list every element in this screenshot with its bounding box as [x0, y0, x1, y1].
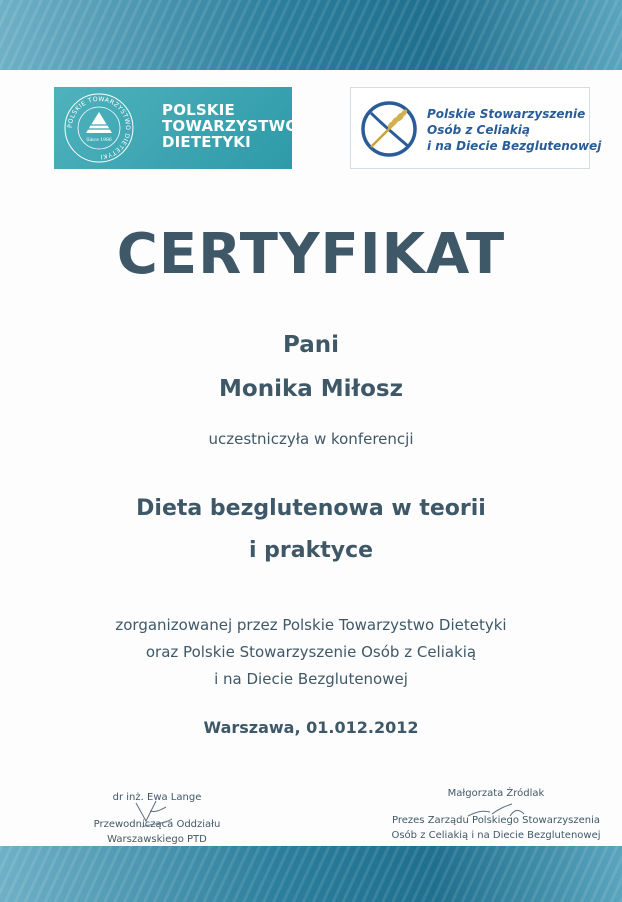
ptd-since-text: Since 1986: [86, 138, 112, 143]
signatory-name: dr inż. Ewa Lange: [112, 792, 202, 803]
signatory-role-line: Warszawskiego PTD: [107, 834, 207, 845]
event-title: [0, 488, 622, 572]
organizers-line: i na Diecie Bezglutenowej: [214, 670, 408, 688]
ptd-logo: [54, 87, 299, 169]
ptd-emblem-icon: [62, 91, 136, 165]
participation-text: uczestniczyła w konferencji: [208, 430, 414, 448]
signatory-role-line: Przewodnicząca Oddziału: [93, 819, 221, 830]
certificate-title: CERTYFIKAT: [116, 222, 506, 287]
bottom-decorative-band: [0, 846, 622, 902]
handwritten-signature-left: [122, 797, 182, 833]
handwritten-signature-right: [462, 800, 532, 822]
psc-name-line: i na Diecie Bezglutenowej: [427, 139, 602, 153]
ptd-name-line: POLSKIE: [162, 101, 235, 119]
psc-wheat-emblem-icon: [357, 97, 421, 161]
event-title-line: Dieta bezglutenowa w teorii: [136, 496, 486, 521]
signatory-role-line: Prezes Zarządu Polskiego Stowarzyszenia: [392, 815, 600, 826]
psc-name: [427, 106, 601, 154]
signatory-role-line: Osób z Celiakią i na Diecie Bezglutenowej: [391, 830, 601, 841]
ptd-name: [162, 102, 298, 150]
ptd-name-line: DIETETYKI: [162, 133, 251, 151]
top-decorative-band: [0, 0, 622, 70]
signatory-name: Małgorzata Źródlak: [447, 788, 545, 799]
organizers-text: [0, 612, 622, 693]
recipient-honorific: Pani: [282, 332, 340, 358]
recipient-name: Monika Miłosz: [219, 376, 403, 402]
event-title-line: i praktyce: [248, 538, 374, 563]
ptd-name-line: TOWARZYSTWO: [162, 117, 299, 135]
psc-name-line: Osób z Celiakią: [427, 123, 530, 137]
psc-logo: [350, 87, 602, 169]
ptd-ring-text: POLSKIE TOWARZYSTWO DIETETYKI: [66, 95, 132, 160]
psc-name-line: Polskie Stowarzyszenie: [427, 107, 586, 121]
place-and-date: Warszawa, 01.012.2012: [203, 718, 419, 737]
organizers-line: oraz Polskie Stowarzyszenie Osób z Celiakią: [145, 643, 477, 661]
organizers-line: zorganizowanej przez Polskie Towarzystwo Dietetyki: [115, 616, 507, 634]
